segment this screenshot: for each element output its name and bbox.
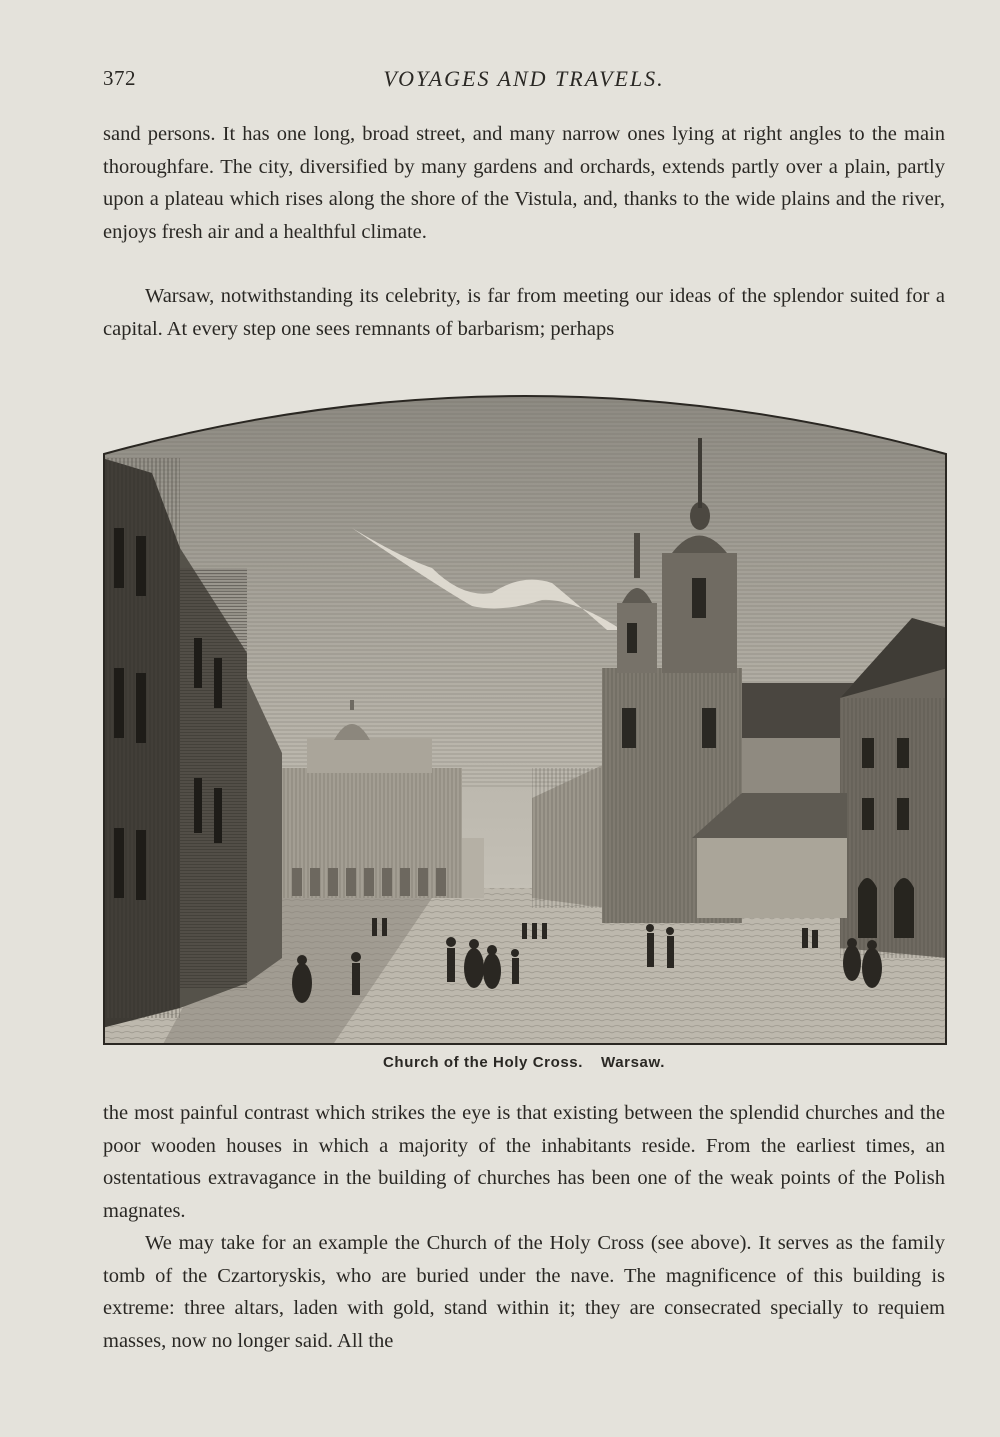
paragraph-2: Warsaw, notwithstanding its celebrity, is far from meeting our ideas of the splendor suited for a capital. At every step one sees remnants of barbarism; perhaps: [103, 285, 945, 340]
running-title: VOYAGES AND TRAVELS.: [383, 66, 665, 91]
paragraph-3: the most painful contrast which strikes the eye is that existing between the splendid churches and the poor wooden houses in which a majority of the inhabitants reside. From the earliest times, an ostentatious extravagance in the building of churches has been one of the weak points of the Polish magnates.: [103, 1102, 945, 1222]
paragraph-4: We may take for an example the Church of the Holy Cross (see above). It serves as the family tomb of the Czartoryskis, who are buried under the nave. The magnificence of this building is extreme: three altars, laden with gold, stand within it; they are consecrated specially to requiem masses, now no longer said. All the: [103, 1232, 945, 1352]
figure-caption: [103, 1054, 945, 1071]
engraving-illustration: [102, 368, 948, 1046]
engraving-church-of-holy-cross: [102, 368, 948, 1046]
page-number: 372: [103, 66, 136, 90]
caption-place: Warsaw.: [601, 1054, 665, 1071]
caption-title: Church of the Holy Cross.: [383, 1054, 584, 1071]
paragraph-1: sand persons. It has one long, broad street, and many narrow ones lying at right angles to the main thoroughfare. The city, diversified by many gardens and orchards, extends partly over a plain, partly upon a plateau which rises along the shore of the Vistula, and, thanks to the wide plains and the river, enjoys fresh air and a healthful climate.: [103, 123, 945, 243]
running-head: [103, 66, 945, 98]
